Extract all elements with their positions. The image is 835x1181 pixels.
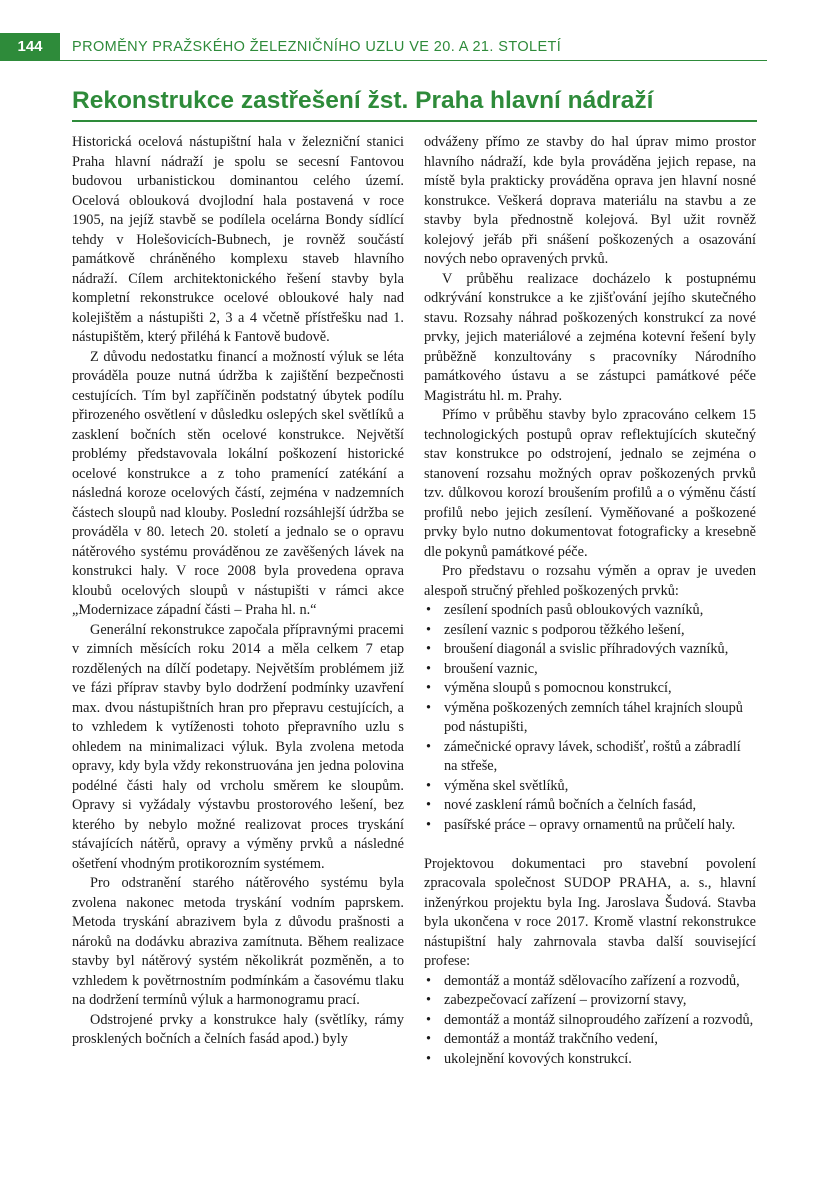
- paragraph: V průběhu realizace docházelo k postupnému odkrývání konstrukce a ke zjišťování jejího skutečného stavu. Rozsahy náhrad poškozených konstrukcí za nové prvky, jejich materiálové a zejména kotevní řešení byly průběžně konzultovány s pracovníky Národního památkového ústavu a se zástupci památkové péče Magistrátu hl. m. Prahy.: [424, 270, 756, 404]
- paragraph: Historická ocelová nástupištní hala v železniční stanici Praha hlavní nádraží je spolu se secesní Fantovou budovou urbanistickou dominantou celého území. Ocelová oblouková dvojlodní hala postavená v roce 1905, na jejíž stavbě se podílela ocelárna Bondy sídlící tehdy v Holešovicích-Bubnech, je rovněž součástí památkově chráněného komplexu staveb hlavního nádraží. Cílem architektonického řešení stavby byla kompletní rekonstrukce ocelové obloukové haly nad kolejištěm a nástupišti 2, 3 a 4 včetně přístřešku nad 1. nástupištěm, který přiléhá k Fantově budově.: [72, 134, 404, 345]
- right-column: [424, 133, 756, 1069]
- page-number: 144: [0, 33, 60, 61]
- list-item: • výměna sloupů s pomocnou konstrukcí,: [424, 679, 756, 699]
- page-header: [0, 33, 835, 61]
- related-professions-list: [424, 972, 756, 1070]
- list-item: • demontáž a montáž trakčního vedení,: [424, 1030, 756, 1050]
- list-item: • demontáž a montáž silnoproudého zařízení a rozvodů,: [424, 1011, 756, 1031]
- paragraph: Pro představu o rozsahu výměn a oprav je uveden alespoň stručný přehled poškozených prvků:: [424, 563, 756, 599]
- list-item: • zabezpečovací zařízení – provizorní stavy,: [424, 991, 756, 1011]
- list-item: • zesílení spodních pasů obloukových vazníků,: [424, 601, 756, 621]
- header-rule: [60, 60, 767, 61]
- list-item: • pasířské práce – opravy ornamentů na průčelí haly.: [424, 816, 756, 836]
- paragraph: odváženy přímo ze stavby do hal úprav mimo prostor hlavního nádraží, kde byla prováděna jejich repase, na místě byla prakticky prováděna oprava jen hlavní nosné konstrukce. Veškerá doprava materiálu na stavbu a ze stavby byla přednostně kolejová. Byl užit rovněž kolejový jeřáb při snášení poškozených a osazování nových nebo opravených prvků.: [424, 134, 756, 267]
- damaged-elements-list: [424, 601, 756, 835]
- list-item: • demontáž a montáž sdělovacího zařízení a rozvodů,: [424, 972, 756, 992]
- list-item: • nové zasklení rámů bočních a čelních fasád,: [424, 796, 756, 816]
- paragraph: Projektovou dokumentaci pro stavební povolení zpracovala společnost SUDOP PRAHA, a. s., hlavní inženýrkou projektu byla Ing. Jaroslava Šudová. Stavba byla ukončena v roce 2017. Kromě vlastní rekonstrukce nástupištní haly zahrnovala stavba další související profese:: [424, 855, 756, 969]
- list-item: • ukolejnění kovových konstrukcí.: [424, 1050, 756, 1070]
- list-item: • výměna skel světlíků,: [424, 777, 756, 797]
- paragraph: Odstrojené prvky a konstrukce haly (světlíky, rámy prosklených bočních a čelních fasád apod.) byly: [72, 1011, 404, 1047]
- paragraph: Pro odstranění starého nátěrového systému byla zvolena nakonec metoda tryskání vodním paprskem. Metoda tryskání abrazivem byla z důvodu prašnosti a nároků na dodávku abraziva zamítnuta. Během realizace stavby byl nátěrový systém několikrát pozměněn, a to vzhledem k povětrnostním podmínkám a časovému tlaku na dodržení termínů výluk a harmonogramu prací.: [72, 875, 404, 1008]
- list-item: • výměna poškozených zemních táhel krajních sloupů pod nástupišti,: [424, 699, 756, 738]
- left-column: [72, 133, 404, 1050]
- paragraph: Přímo v průběhu stavby bylo zpracováno celkem 15 technologických postupů oprav reflektujících skutečný stav konstrukce po odstrojení, jednalo se zejména o stanovení rozsahu možných oprav poškozených prvků tzv. důlkovou korozí broušením profilů a o výměnu částí profilů nebo jejich zesílení. Vyměňované a poškozené prvky bylo nutno dokumentovat fotograficky a kresebně dle pokynů památkové péče.: [424, 407, 756, 560]
- article-title: Rekonstrukce zastřešení žst. Praha hlavní nádraží: [72, 87, 654, 114]
- paragraph: Z důvodu nedostatku financí a možností výluk se léta prováděla pouze nutná údržba k zajištění bezpečnosti cestujících. Tím byl zapříčiněn podstatný úbytek podílu přirozeného osvětlení v důsledku oslepých skel světlíků a zasklení bočních stěn ocelové konstrukce. Největší problémy představovala lokální poškození historické ocelové konstrukce a z toho pramenící zatékání a následná koroze ocelových částí, zejména v nadzemních částech sloupů nad klouby. Poslední rozsáhlejší údržba se prováděla v 80. letech 20. století a jednalo se o opravu nátěrového systému prováděnou ze zavěšených lávek na konstrukci haly. V roce 2008 byla provedena oprava kloubů ocelových sloupů v nástupišti v rámci akce „Modernizace západní části – Praha hl. n.“: [72, 348, 404, 618]
- list-item: • zesílení vaznic s podporou těžkého lešení,: [424, 621, 756, 641]
- paragraph: Generální rekonstrukce započala přípravnými pracemi v zimních měsících roku 2014 a měla celkem 7 etap rozdělených na dílčí podetapy. Největším problémem již ve fázi příprav stavby bylo dodržení podmínky uzavření max. dvou nástupištních hran pro přepravu cestujících, a to vzhledem k vytíženosti tohoto přepravního uzlu s ohledem na minimalizaci výluk. Byla zvolena metoda opravy, kdy byla vždy rekonstruována jen jedna polovina podélné části haly od vrcholu směrem ke sloupům. Opravy si vyžádaly výstavbu prostorového lešení, bez kterého by nebylo možné realizovat proces tryskání stávajících nátěrů, opravy a výměny prvků a následné ošetření vhodným protikorozním systémem.: [72, 621, 404, 872]
- running-title: PROMĚNY PRAŽSKÉHO ŽELEZNIČNÍHO UZLU VE 20. A 21. STOLETÍ: [72, 39, 562, 55]
- list-item: • broušení vaznic,: [424, 660, 756, 680]
- list-item: • broušení diagonál a svislic příhradových vazníků,: [424, 640, 756, 660]
- list-item: • zámečnické opravy lávek, schodišť, roštů a zábradlí na střeše,: [424, 738, 756, 777]
- title-rule: [72, 120, 757, 122]
